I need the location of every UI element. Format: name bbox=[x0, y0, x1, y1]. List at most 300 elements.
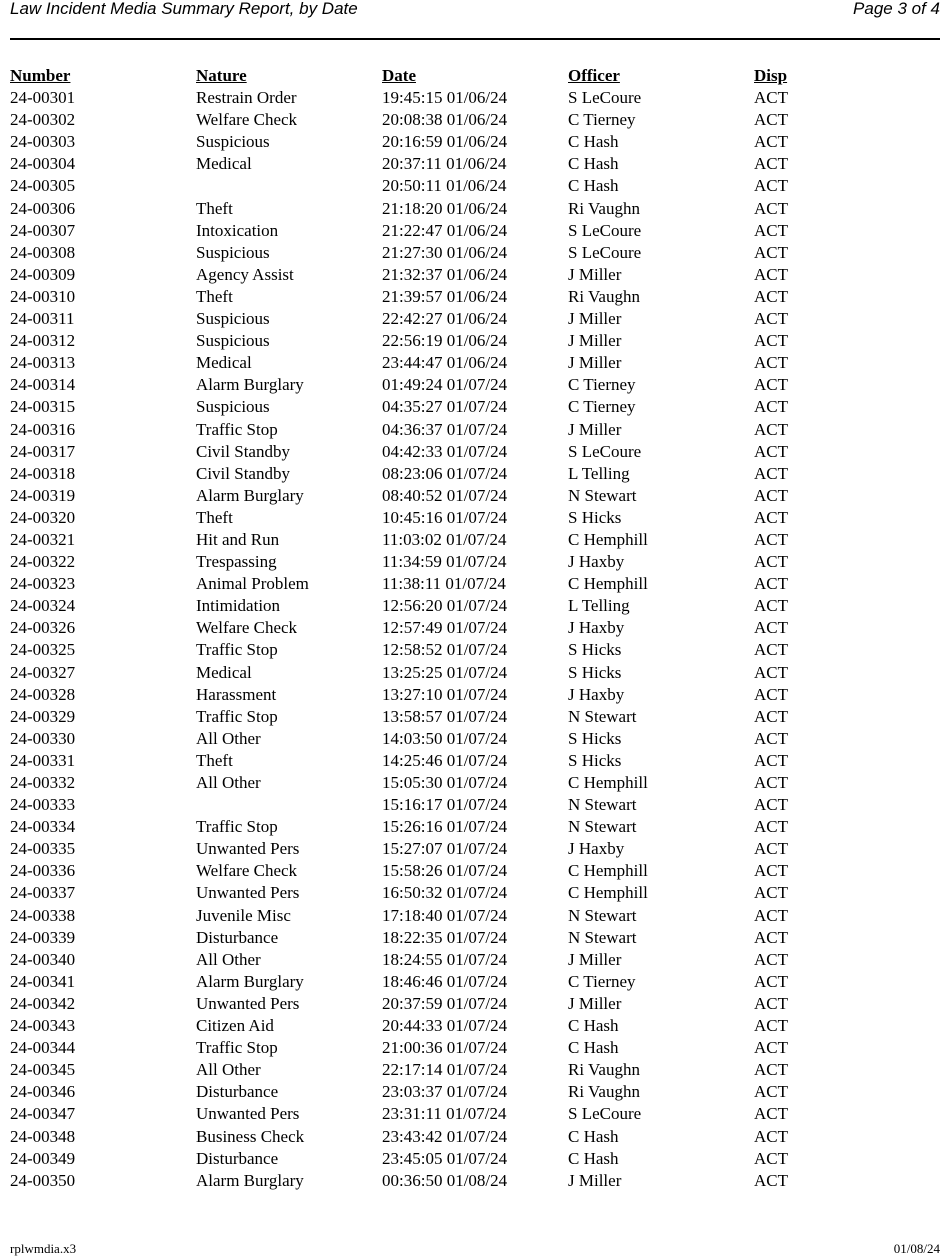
cell-nature: Alarm Burglary bbox=[196, 485, 304, 505]
cell-nature: Unwanted Pers bbox=[196, 883, 300, 903]
cell-date: 23:44:47 01/06/24 bbox=[382, 353, 508, 373]
cell-nature: Disturbance bbox=[196, 1082, 279, 1102]
cell-officer: Ri Vaughn bbox=[568, 198, 640, 218]
cell-date: 08:23:06 01/07/24 bbox=[382, 463, 508, 483]
table-row bbox=[10, 949, 940, 971]
cell-disp: ACT bbox=[754, 596, 788, 616]
cell-disp: ACT bbox=[754, 949, 788, 969]
cell-number: 24-00327 bbox=[10, 662, 76, 682]
table-row bbox=[10, 993, 940, 1015]
cell-date: 13:58:57 01/07/24 bbox=[382, 706, 508, 726]
cell-date: 21:27:30 01/06/24 bbox=[382, 242, 508, 262]
cell-date: 23:31:11 01/07/24 bbox=[382, 1104, 507, 1124]
cell-number: 24-00346 bbox=[10, 1082, 76, 1102]
cell-number: 24-00303 bbox=[10, 132, 76, 152]
table-row bbox=[10, 374, 940, 396]
table-row bbox=[10, 396, 940, 418]
cell-date: 10:45:16 01/07/24 bbox=[382, 507, 508, 527]
cell-officer: C Hash bbox=[568, 1038, 619, 1058]
cell-date: 17:18:40 01/07/24 bbox=[382, 905, 508, 925]
cell-number: 24-00311 bbox=[10, 309, 75, 329]
cell-date: 15:58:26 01/07/24 bbox=[382, 861, 508, 881]
cell-number: 24-00315 bbox=[10, 397, 76, 417]
cell-number: 24-00320 bbox=[10, 507, 76, 527]
cell-number: 24-00328 bbox=[10, 684, 76, 704]
cell-number: 24-00326 bbox=[10, 618, 76, 638]
table-row bbox=[10, 1015, 940, 1037]
cell-disp: ACT bbox=[754, 1060, 788, 1080]
table-row bbox=[10, 308, 940, 330]
cell-nature: Intoxication bbox=[196, 220, 279, 240]
cell-date: 14:25:46 01/07/24 bbox=[382, 750, 508, 770]
cell-date: 01:49:24 01/07/24 bbox=[382, 375, 508, 395]
cell-nature: Suspicious bbox=[196, 309, 270, 329]
cell-officer: N Stewart bbox=[568, 927, 637, 947]
cell-number: 24-00343 bbox=[10, 1016, 76, 1036]
cell-disp: ACT bbox=[754, 574, 788, 594]
table-row bbox=[10, 352, 940, 374]
cell-nature: Hit and Run bbox=[196, 529, 280, 549]
cell-officer: N Stewart bbox=[568, 485, 637, 505]
table-row bbox=[10, 838, 940, 860]
cell-date: 22:56:19 01/06/24 bbox=[382, 331, 508, 351]
table-row bbox=[10, 1170, 940, 1192]
column-header-number: Number bbox=[10, 66, 71, 85]
cell-disp: ACT bbox=[754, 839, 788, 859]
cell-number: 24-00325 bbox=[10, 640, 76, 660]
cell-nature: Alarm Burglary bbox=[196, 1170, 304, 1190]
cell-number: 24-00342 bbox=[10, 993, 76, 1013]
cell-number: 24-00336 bbox=[10, 861, 76, 881]
cell-nature: Civil Standby bbox=[196, 441, 290, 461]
footer-report-id: rplwmdia.x3 bbox=[10, 1241, 77, 1256]
cell-officer: C Hemphill bbox=[568, 574, 648, 594]
table-row bbox=[10, 198, 940, 220]
table-row bbox=[10, 551, 940, 573]
cell-disp: ACT bbox=[754, 353, 788, 373]
cell-disp: ACT bbox=[754, 441, 788, 461]
table-row bbox=[10, 529, 940, 551]
cell-disp: ACT bbox=[754, 552, 788, 572]
cell-nature: Theft bbox=[196, 286, 233, 306]
cell-number: 24-00332 bbox=[10, 773, 76, 792]
incident-table bbox=[10, 65, 940, 1192]
cell-disp: ACT bbox=[754, 618, 788, 638]
cell-nature: Alarm Burglary bbox=[196, 971, 304, 991]
table-row bbox=[10, 242, 940, 264]
table-row bbox=[10, 617, 940, 639]
cell-officer: J Haxby bbox=[568, 684, 625, 704]
cell-officer: C Hemphill bbox=[568, 529, 648, 549]
cell-nature: Medical bbox=[196, 353, 252, 373]
cell-date: 21:32:37 01/06/24 bbox=[382, 264, 508, 284]
cell-date: 15:05:30 01/07/24 bbox=[382, 773, 508, 792]
cell-date: 12:57:49 01/07/24 bbox=[382, 618, 508, 638]
cell-officer: S Hicks bbox=[568, 507, 622, 527]
cell-date: 21:00:36 01/07/24 bbox=[382, 1038, 508, 1058]
cell-disp: ACT bbox=[754, 242, 788, 262]
cell-officer: C Hash bbox=[568, 176, 619, 196]
cell-date: 13:27:10 01/07/24 bbox=[382, 684, 508, 704]
cell-officer: S LeCoure bbox=[568, 1104, 642, 1124]
table-row bbox=[10, 573, 940, 595]
cell-officer: S Hicks bbox=[568, 640, 622, 660]
cell-number: 24-00310 bbox=[10, 286, 76, 306]
cell-disp: ACT bbox=[754, 706, 788, 726]
cell-officer: S Hicks bbox=[568, 662, 622, 682]
cell-nature: Restrain Order bbox=[196, 88, 297, 108]
table-row bbox=[10, 882, 940, 904]
table-row bbox=[10, 419, 940, 441]
cell-number: 24-00341 bbox=[10, 971, 76, 991]
cell-date: 20:08:38 01/06/24 bbox=[382, 110, 508, 130]
cell-date: 15:16:17 01/07/24 bbox=[382, 795, 508, 815]
cell-officer: J Miller bbox=[568, 331, 622, 351]
cell-nature: Medical bbox=[196, 154, 252, 174]
cell-number: 24-00313 bbox=[10, 353, 76, 373]
cell-date: 15:27:07 01/07/24 bbox=[382, 839, 508, 859]
cell-officer: J Miller bbox=[568, 264, 622, 284]
cell-date: 14:03:50 01/07/24 bbox=[382, 728, 508, 748]
cell-date: 22:17:14 01/07/24 bbox=[382, 1060, 508, 1080]
cell-number: 24-00309 bbox=[10, 264, 76, 284]
cell-number: 24-00323 bbox=[10, 574, 76, 594]
table-row bbox=[10, 330, 940, 352]
cell-nature: Civil Standby bbox=[196, 463, 290, 483]
table-row bbox=[10, 1103, 940, 1125]
cell-officer: S LeCoure bbox=[568, 88, 642, 108]
cell-officer: Ri Vaughn bbox=[568, 286, 640, 306]
cell-nature: Traffic Stop bbox=[196, 640, 278, 660]
cell-nature bbox=[196, 175, 382, 197]
cell-number: 24-00304 bbox=[10, 154, 76, 174]
cell-disp: ACT bbox=[754, 905, 788, 925]
cell-disp: ACT bbox=[754, 773, 788, 792]
cell-officer: N Stewart bbox=[568, 795, 637, 815]
cell-date: 12:56:20 01/07/24 bbox=[382, 596, 508, 616]
cell-officer: J Haxby bbox=[568, 618, 625, 638]
cell-officer: C Hash bbox=[568, 1016, 619, 1036]
cell-officer: C Tierney bbox=[568, 110, 636, 130]
cell-nature: Suspicious bbox=[196, 132, 270, 152]
cell-disp: ACT bbox=[754, 154, 788, 174]
cell-number: 24-00322 bbox=[10, 552, 76, 572]
cell-nature: Trespassing bbox=[196, 552, 277, 572]
table-row bbox=[10, 485, 940, 507]
cell-nature bbox=[196, 794, 382, 816]
cell-number: 24-00316 bbox=[10, 419, 76, 439]
table-header-row bbox=[10, 65, 940, 87]
table-row bbox=[10, 860, 940, 882]
cell-number: 24-00306 bbox=[10, 198, 76, 218]
cell-nature: Welfare Check bbox=[196, 861, 298, 881]
table-row bbox=[10, 794, 940, 816]
cell-nature: All Other bbox=[196, 773, 261, 792]
cell-date: 20:44:33 01/07/24 bbox=[382, 1016, 508, 1036]
table-row bbox=[10, 706, 940, 728]
cell-date: 04:35:27 01/07/24 bbox=[382, 397, 508, 417]
cell-officer: N Stewart bbox=[568, 817, 637, 837]
cell-nature: Suspicious bbox=[196, 397, 270, 417]
cell-disp: ACT bbox=[754, 971, 788, 991]
header-divider bbox=[10, 38, 940, 40]
cell-number: 24-00324 bbox=[10, 596, 76, 616]
cell-date: 11:34:59 01/07/24 bbox=[382, 552, 507, 572]
cell-disp: ACT bbox=[754, 110, 788, 130]
cell-disp: ACT bbox=[754, 331, 788, 351]
cell-officer: C Hash bbox=[568, 132, 619, 152]
cell-officer: N Stewart bbox=[568, 905, 637, 925]
cell-number: 24-00349 bbox=[10, 1148, 76, 1168]
cell-date: 04:36:37 01/07/24 bbox=[382, 419, 508, 439]
table-row bbox=[10, 772, 940, 794]
cell-number: 24-00317 bbox=[10, 441, 76, 461]
cell-disp: ACT bbox=[754, 927, 788, 947]
page-number: Page 3 of 4 bbox=[853, 0, 940, 18]
cell-nature: All Other bbox=[196, 728, 261, 748]
table-row bbox=[10, 971, 940, 993]
cell-date: 21:22:47 01/06/24 bbox=[382, 220, 508, 240]
cell-number: 24-00344 bbox=[10, 1038, 76, 1058]
cell-date: 22:42:27 01/06/24 bbox=[382, 309, 508, 329]
footer-date: 01/08/24 bbox=[893, 1241, 940, 1256]
cell-date: 20:37:59 01/07/24 bbox=[382, 993, 508, 1013]
cell-number: 24-00339 bbox=[10, 927, 76, 947]
cell-number: 24-00348 bbox=[10, 1126, 76, 1146]
cell-number: 24-00347 bbox=[10, 1104, 76, 1124]
table-row bbox=[10, 109, 940, 131]
cell-disp: ACT bbox=[754, 861, 788, 881]
cell-officer: J Miller bbox=[568, 1170, 622, 1190]
cell-disp: ACT bbox=[754, 485, 788, 505]
cell-nature: Business Check bbox=[196, 1126, 305, 1146]
cell-number: 24-00308 bbox=[10, 242, 76, 262]
cell-nature: Traffic Stop bbox=[196, 419, 278, 439]
cell-number: 24-00340 bbox=[10, 949, 76, 969]
cell-officer: C Hemphill bbox=[568, 883, 648, 903]
cell-number: 24-00321 bbox=[10, 529, 76, 549]
cell-nature: Agency Assist bbox=[196, 264, 294, 284]
cell-officer: J Miller bbox=[568, 419, 622, 439]
cell-date: 08:40:52 01/07/24 bbox=[382, 485, 508, 505]
cell-date: 18:22:35 01/07/24 bbox=[382, 927, 508, 947]
cell-disp: ACT bbox=[754, 220, 788, 240]
table-row bbox=[10, 441, 940, 463]
cell-nature: Suspicious bbox=[196, 242, 270, 262]
cell-number: 24-00345 bbox=[10, 1060, 76, 1080]
cell-nature: Traffic Stop bbox=[196, 706, 278, 726]
cell-date: 12:58:52 01/07/24 bbox=[382, 640, 508, 660]
cell-nature: Citizen Aid bbox=[196, 1016, 274, 1036]
cell-number: 24-00319 bbox=[10, 485, 76, 505]
cell-officer: S LeCoure bbox=[568, 242, 642, 262]
cell-number: 24-00350 bbox=[10, 1170, 76, 1190]
cell-officer: C Hemphill bbox=[568, 861, 648, 881]
cell-date: 15:26:16 01/07/24 bbox=[382, 817, 508, 837]
cell-disp: ACT bbox=[754, 463, 788, 483]
cell-nature: Animal Problem bbox=[196, 574, 309, 594]
cell-number: 24-00338 bbox=[10, 905, 76, 925]
cell-disp: ACT bbox=[754, 750, 788, 770]
cell-number: 24-00335 bbox=[10, 839, 76, 859]
cell-officer: J Miller bbox=[568, 949, 622, 969]
cell-officer: J Haxby bbox=[568, 552, 625, 572]
cell-number: 24-00318 bbox=[10, 463, 76, 483]
table-body bbox=[10, 87, 940, 1192]
cell-number: 24-00330 bbox=[10, 728, 76, 748]
cell-officer: J Miller bbox=[568, 353, 622, 373]
table-row bbox=[10, 1037, 940, 1059]
table-row bbox=[10, 1148, 940, 1170]
cell-date: 19:45:15 01/06/24 bbox=[382, 88, 508, 108]
cell-nature: Suspicious bbox=[196, 331, 270, 351]
table-row bbox=[10, 728, 940, 750]
cell-disp: ACT bbox=[754, 88, 788, 108]
cell-date: 18:24:55 01/07/24 bbox=[382, 949, 508, 969]
cell-disp: ACT bbox=[754, 375, 788, 395]
cell-disp: ACT bbox=[754, 1148, 788, 1168]
cell-officer: S Hicks bbox=[568, 750, 622, 770]
cell-disp: ACT bbox=[754, 507, 788, 527]
cell-nature: Juvenile Misc bbox=[196, 905, 291, 925]
cell-date: 23:03:37 01/07/24 bbox=[382, 1082, 508, 1102]
table-row bbox=[10, 927, 940, 949]
table-row bbox=[10, 1059, 940, 1081]
cell-disp: ACT bbox=[754, 1104, 788, 1124]
cell-nature: Traffic Stop bbox=[196, 1038, 278, 1058]
cell-date: 04:42:33 01/07/24 bbox=[382, 441, 508, 461]
cell-number: 24-00312 bbox=[10, 331, 76, 351]
cell-nature: Unwanted Pers bbox=[196, 839, 300, 859]
cell-officer: C Tierney bbox=[568, 375, 636, 395]
cell-nature: Theft bbox=[196, 198, 233, 218]
cell-officer: C Tierney bbox=[568, 397, 636, 417]
cell-disp: ACT bbox=[754, 662, 788, 682]
column-header-date: Date bbox=[382, 66, 416, 85]
cell-date: 13:25:25 01/07/24 bbox=[382, 662, 508, 682]
cell-officer: Ri Vaughn bbox=[568, 1060, 640, 1080]
cell-officer: S LeCoure bbox=[568, 441, 642, 461]
cell-disp: ACT bbox=[754, 1016, 788, 1036]
cell-officer: C Hash bbox=[568, 1126, 619, 1146]
table-row bbox=[10, 662, 940, 684]
cell-officer: J Miller bbox=[568, 309, 622, 329]
table-row bbox=[10, 750, 940, 772]
cell-nature: Unwanted Pers bbox=[196, 1104, 300, 1124]
table-row bbox=[10, 595, 940, 617]
cell-date: 16:50:32 01/07/24 bbox=[382, 883, 508, 903]
cell-nature: Welfare Check bbox=[196, 110, 298, 130]
cell-nature: Welfare Check bbox=[196, 618, 298, 638]
table-row bbox=[10, 286, 940, 308]
cell-nature: Disturbance bbox=[196, 927, 279, 947]
cell-date: 21:18:20 01/06/24 bbox=[382, 198, 508, 218]
cell-date: 23:45:05 01/07/24 bbox=[382, 1148, 508, 1168]
cell-number: 24-00314 bbox=[10, 375, 76, 395]
table-row bbox=[10, 87, 940, 109]
cell-nature: Disturbance bbox=[196, 1148, 279, 1168]
cell-number: 24-00307 bbox=[10, 220, 76, 240]
cell-number: 24-00337 bbox=[10, 883, 76, 903]
cell-date: 18:46:46 01/07/24 bbox=[382, 971, 508, 991]
cell-nature: Theft bbox=[196, 750, 233, 770]
cell-date: 20:50:11 01/06/24 bbox=[382, 176, 507, 196]
cell-nature: Intimidation bbox=[196, 596, 281, 616]
cell-disp: ACT bbox=[754, 1126, 788, 1146]
column-header-officer: Officer bbox=[568, 66, 620, 85]
cell-officer: C Hemphill bbox=[568, 773, 648, 792]
cell-disp: ACT bbox=[754, 883, 788, 903]
cell-disp: ACT bbox=[754, 132, 788, 152]
table-row bbox=[10, 507, 940, 529]
cell-disp: ACT bbox=[754, 419, 788, 439]
cell-date: 23:43:42 01/07/24 bbox=[382, 1126, 508, 1146]
table-row bbox=[10, 264, 940, 286]
cell-date: 00:36:50 01/08/24 bbox=[382, 1170, 508, 1190]
cell-disp: ACT bbox=[754, 529, 788, 549]
cell-officer: J Haxby bbox=[568, 839, 625, 859]
column-header-nature: Nature bbox=[196, 66, 247, 85]
table-row bbox=[10, 175, 940, 197]
cell-disp: ACT bbox=[754, 309, 788, 329]
cell-officer: C Hash bbox=[568, 1148, 619, 1168]
cell-nature: Alarm Burglary bbox=[196, 375, 304, 395]
cell-nature: Harassment bbox=[196, 684, 277, 704]
cell-disp: ACT bbox=[754, 795, 788, 815]
cell-disp: ACT bbox=[754, 728, 788, 748]
cell-disp: ACT bbox=[754, 817, 788, 837]
cell-disp: ACT bbox=[754, 286, 788, 306]
cell-officer: N Stewart bbox=[568, 706, 637, 726]
cell-number: 24-00334 bbox=[10, 817, 76, 837]
cell-number: 24-00333 bbox=[10, 795, 76, 815]
cell-number: 24-00331 bbox=[10, 750, 76, 770]
table-row bbox=[10, 153, 940, 175]
table-row bbox=[10, 131, 940, 153]
cell-date: 11:03:02 01/07/24 bbox=[382, 529, 507, 549]
table-row bbox=[10, 1081, 940, 1103]
table-row bbox=[10, 220, 940, 242]
cell-disp: ACT bbox=[754, 1038, 788, 1058]
report-title: Law Incident Media Summary Report, by Date bbox=[10, 0, 358, 18]
cell-disp: ACT bbox=[754, 684, 788, 704]
table-row bbox=[10, 639, 940, 661]
cell-nature: Theft bbox=[196, 507, 233, 527]
cell-disp: ACT bbox=[754, 1082, 788, 1102]
table-row bbox=[10, 684, 940, 706]
cell-officer: C Hash bbox=[568, 154, 619, 174]
cell-date: 21:39:57 01/06/24 bbox=[382, 286, 508, 306]
cell-disp: ACT bbox=[754, 1170, 788, 1190]
cell-disp: ACT bbox=[754, 397, 788, 417]
cell-officer: Ri Vaughn bbox=[568, 1082, 640, 1102]
cell-nature: All Other bbox=[196, 949, 261, 969]
table-row bbox=[10, 463, 940, 485]
cell-date: 11:38:11 01/07/24 bbox=[382, 574, 506, 594]
cell-disp: ACT bbox=[754, 176, 788, 196]
cell-nature: Unwanted Pers bbox=[196, 993, 300, 1013]
column-header-disp: Disp bbox=[754, 66, 788, 85]
cell-date: 20:37:11 01/06/24 bbox=[382, 154, 507, 174]
table-row bbox=[10, 1126, 940, 1148]
cell-officer: L Telling bbox=[568, 596, 630, 616]
cell-number: 24-00302 bbox=[10, 110, 76, 130]
cell-officer: L Telling bbox=[568, 463, 630, 483]
cell-nature: Traffic Stop bbox=[196, 817, 278, 837]
cell-disp: ACT bbox=[754, 640, 788, 660]
cell-date: 20:16:59 01/06/24 bbox=[382, 132, 508, 152]
cell-number: 24-00301 bbox=[10, 88, 76, 108]
